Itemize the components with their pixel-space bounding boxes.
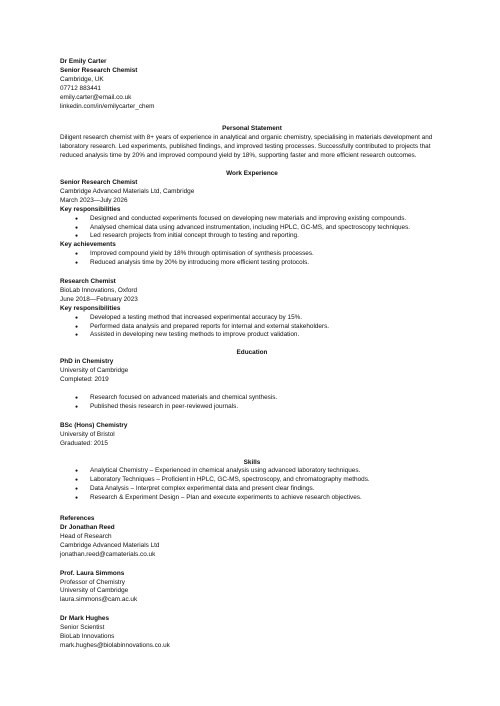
- candidate-linkedin: linkedin.com/in/emilycarter_chem: [60, 102, 155, 110]
- education-entry: [60, 358, 444, 412]
- candidate-name: Dr Emily Carter: [60, 58, 107, 65]
- list-item: ● Analytical Chemistry – Experienced in chemical analysis using advanced laboratory techniques.: [60, 467, 444, 476]
- candidate-title: Senior Research Chemist: [60, 66, 138, 74]
- job-entry: [60, 179, 444, 268]
- education-points: [60, 394, 444, 412]
- reference-entry: [60, 615, 444, 651]
- reference-name: Prof. Laura Simmons: [60, 569, 125, 577]
- list-item: ● Reduced analysis time by 20% by introducing more efficient testing protocols.: [60, 259, 444, 268]
- section-heading-skills: Skills: [243, 458, 261, 466]
- reference-name: Dr Jonathan Reed: [60, 523, 115, 531]
- reference-role: Senior Scientist: [60, 624, 105, 632]
- list-item: ● Data Analysis – Interpret complex experimental data and present clear findings.: [60, 485, 444, 494]
- achievements-label: Key achievements: [60, 241, 116, 249]
- education-degree: PhD in Chemistry: [60, 358, 114, 366]
- contact-block: [60, 58, 444, 111]
- responsibilities-label: Key responsibilities: [60, 304, 121, 312]
- reference-org: Cambridge Advanced Materials Ltd: [60, 541, 160, 549]
- reference-org: University of Cambridge: [60, 587, 129, 595]
- candidate-phone: 07712 883441: [60, 84, 101, 92]
- section-heading-references: References: [60, 515, 95, 523]
- list-item: ● Assisted in developing new testing methods to improve product validation.: [60, 331, 444, 340]
- reference-entry: [60, 524, 444, 560]
- education-degree: BSc (Hons) Chemistry: [60, 421, 128, 429]
- cv-page: [60, 58, 444, 651]
- education-date: Completed: 2019: [60, 376, 109, 384]
- responsibilities-label: Key responsibilities: [60, 205, 121, 213]
- list-item: ● Laboratory Techniques – Proficient in HPLC, GC-MS, spectroscopy, and chromatography methods.: [60, 476, 444, 485]
- list-item: ● Research & Experiment Design – Plan and execute experiments to achieve research objectives.: [60, 494, 444, 503]
- education-date: Graduated: 2015: [60, 439, 108, 447]
- education-institution: University of Cambridge: [60, 367, 129, 375]
- education-institution: University of Bristol: [60, 430, 115, 438]
- job-dates: March 2023—July 2026: [60, 196, 128, 204]
- list-item: ● Published thesis research in peer-reviewed journals.: [60, 403, 444, 412]
- list-item: ● Designed and conducted experiments focused on developing new materials and improving existing compounds.: [60, 215, 444, 224]
- reference-name: Dr Mark Hughes: [60, 615, 110, 623]
- skills-list: [60, 467, 444, 503]
- list-item: ● Improved compound yield by 18% through optimisation of synthesis processes.: [60, 250, 444, 259]
- section-heading-education: Education: [236, 349, 268, 357]
- reference-email: laura.simmons@cam.ac.uk: [60, 596, 138, 604]
- job-entry: [60, 278, 444, 340]
- reference-email: mark.hughes@biolabinnovations.co.uk: [60, 641, 170, 649]
- responsibilities-list: [60, 215, 444, 242]
- personal-statement-text: Diligent research chemist with 8+ years of experience in analytical and organic chemistry, specialising in materials development and laboratory research. Led experiments, published findings, and improved testing processes. Successfully contributed to projects that reduced analysis time by 20% and improved compound yield by 18%, supporting faster and more efficient research outcomes.: [60, 134, 433, 160]
- responsibilities-list: [60, 314, 444, 341]
- list-item: ● Analysed chemical data using advanced instrumentation, including HPLC, GC-MS, and spectroscopy techniques.: [60, 224, 444, 233]
- job-dates: June 2018—February 2023: [60, 295, 138, 303]
- job-employer: BioLab Innovations, Oxford: [60, 286, 138, 294]
- achievements-list: [60, 250, 444, 268]
- list-item: ● Performed data analysis and prepared reports for internal and external stakeholders.: [60, 323, 444, 332]
- reference-org: BioLab Innovations: [60, 633, 115, 641]
- candidate-email: emily.carter@email.co.uk: [60, 93, 132, 101]
- education-entry: [60, 422, 444, 449]
- list-item: ● Led research projects from initial concept through to testing and reporting.: [60, 232, 444, 241]
- job-employer: Cambridge Advanced Materials Ltd, Cambridge: [60, 187, 195, 195]
- reference-email: jonathan.reed@camaterials.co.uk: [60, 550, 156, 558]
- section-heading-statement: Personal Statement: [222, 125, 282, 133]
- job-title: Research Chemist: [60, 278, 116, 286]
- list-item: ● Developed a testing method that increased experimental accuracy by 15%.: [60, 314, 444, 323]
- job-title: Senior Research Chemist: [60, 178, 138, 186]
- section-heading-experience: Work Experience: [226, 170, 278, 178]
- reference-role: Head of Research: [60, 532, 112, 540]
- candidate-location: Cambridge, UK: [60, 75, 104, 83]
- reference-entry: [60, 570, 444, 606]
- reference-role: Professor of Chemistry: [60, 578, 125, 586]
- list-item: ● Research focused on advanced materials and chemical synthesis.: [60, 394, 444, 403]
